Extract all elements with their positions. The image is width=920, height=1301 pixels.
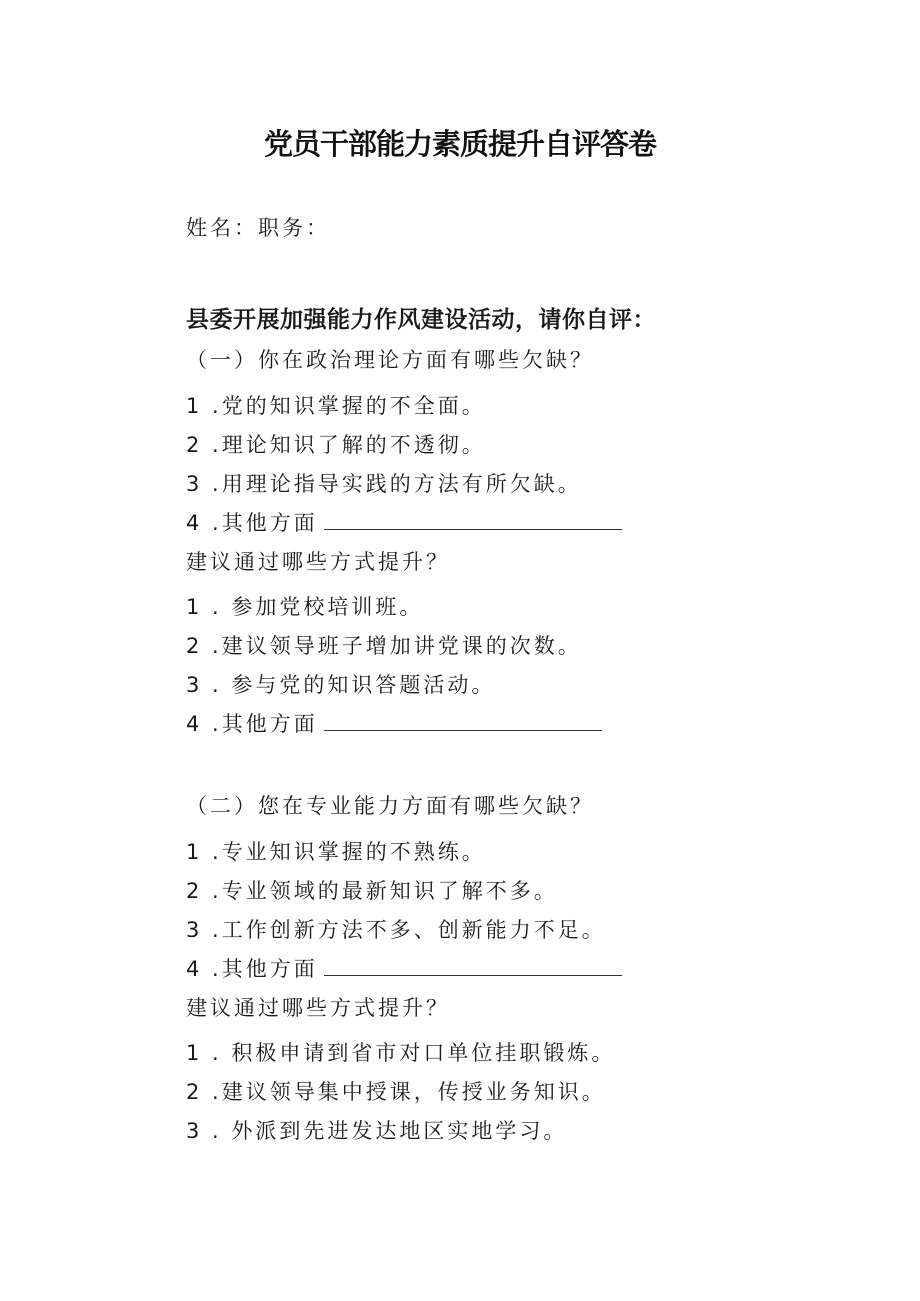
section1-item-3: 3 .用理论指导实践的方法有所欠缺。: [186, 472, 582, 496]
section1-item-4: [186, 509, 622, 537]
section1-item-4-blank[interactable]: [324, 509, 622, 530]
section1-item-2: 2 .理论知识了解的不透彻。: [186, 433, 486, 457]
section2-item-4-blank[interactable]: [324, 955, 622, 976]
intro-heading: 县委开展加强能力作风建设活动，请你自评：: [186, 307, 656, 333]
section2-suggest-question: 建议通过哪些方式提升？: [186, 996, 450, 1020]
section1-suggestion-4: [186, 710, 602, 738]
section2-item-4-label: 4 .其他方面: [186, 957, 318, 981]
section2-item-3: 3 .工作创新方法不多、创新能力不足。: [186, 918, 606, 942]
section1-suggestion-4-blank[interactable]: [324, 710, 602, 731]
section2-suggestion-3: 3 . 外派到先进发达地区实地学习。: [186, 1119, 568, 1143]
section1-item-1: 1 .党的知识掌握的不全面。: [186, 394, 486, 418]
document-title: 党员干部能力素质提升自评答卷: [263, 127, 656, 161]
section1-suggestion-3: 3 . 参与党的知识答题活动。: [186, 673, 496, 697]
section2-item-1: 1 .专业知识掌握的不熟练。: [186, 840, 486, 864]
name-position-line: 姓名：职务：: [186, 216, 330, 240]
section1-suggestion-2: 2 .建议领导班子增加讲党课的次数。: [186, 634, 582, 658]
section1-suggestion-4-label: 4 .其他方面: [186, 712, 318, 736]
section2-item-2: 2 .专业领域的最新知识了解不多。: [186, 879, 558, 903]
section1-question: （一）你在政治理论方面有哪些欠缺？: [186, 348, 594, 372]
section1-suggestion-1: 1 . 参加党校培训班。: [186, 595, 424, 619]
section2-item-4: [186, 955, 622, 983]
section2-suggestion-1: 1 . 积极申请到省市对口单位挂职锻炼。: [186, 1041, 616, 1065]
section1-item-4-label: 4 .其他方面: [186, 511, 318, 535]
section2-question: （二）您在专业能力方面有哪些欠缺？: [186, 794, 594, 818]
section2-suggestion-2: 2 .建议领导集中授课，传授业务知识。: [186, 1080, 606, 1104]
section1-suggest-question: 建议通过哪些方式提升？: [186, 550, 450, 574]
